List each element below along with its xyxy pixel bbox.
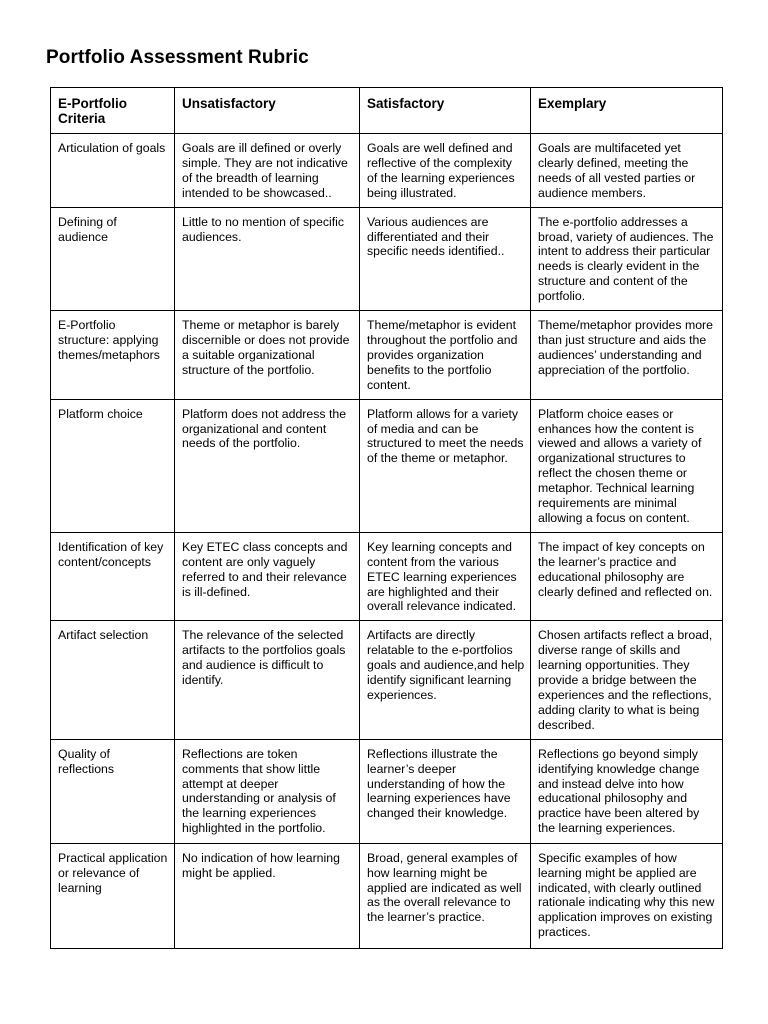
header-satisfactory: Satisfactory bbox=[360, 88, 531, 134]
table-row bbox=[51, 843, 723, 948]
table-row bbox=[51, 207, 723, 310]
header-unsatisfactory: Unsatisfactory bbox=[175, 88, 360, 134]
exemplary-cell: Theme/metaphor provides more than just structure and aids the audiences’ understanding and appreciation of the portfolio. bbox=[531, 311, 723, 400]
satisfactory-cell: Theme/metaphor is evident throughout the portfolio and provides organization benefits to the portfolio content. bbox=[360, 311, 531, 400]
table-row bbox=[51, 739, 723, 843]
exemplary-cell: Specific examples of how learning might be applied are indicated, with clearly outlined rationale indicating why this new application improves on existing practices. bbox=[531, 843, 723, 948]
unsatisfactory-cell: Key ETEC class concepts and content are only vaguely referred to and their relevance is ill-defined. bbox=[175, 532, 360, 621]
satisfactory-cell: Key learning concepts and content from the various ETEC learning experiences are highlighted and their overall relevance indicated. bbox=[360, 532, 531, 621]
exemplary-cell: Chosen artifacts reflect a broad, diverse range of skills and learning opportunities. They provide a bridge between the experiences and the reflections, adding clarity to what is being described. bbox=[531, 621, 723, 739]
criteria-cell: Articulation of goals bbox=[51, 134, 175, 208]
satisfactory-cell: Goals are well defined and reflective of the complexity of the learning experiences being illustrated. bbox=[360, 134, 531, 208]
satisfactory-cell: Broad, general examples of how learning might be applied are indicated as well as the overall relevance to the learner’s practice. bbox=[360, 843, 531, 948]
unsatisfactory-cell: Platform does not address the organizational and content needs of the portfolio. bbox=[175, 399, 360, 532]
table-row bbox=[51, 532, 723, 621]
unsatisfactory-cell: No indication of how learning might be applied. bbox=[175, 843, 360, 948]
criteria-cell: Defining of audience bbox=[51, 207, 175, 310]
criteria-cell: Platform choice bbox=[51, 399, 175, 532]
page-title: Portfolio Assessment Rubric bbox=[46, 47, 309, 68]
unsatisfactory-cell: Theme or metaphor is barely discernible or does not provide a suitable organizational structure of the portfolio. bbox=[175, 311, 360, 400]
unsatisfactory-cell: Little to no mention of specific audiences. bbox=[175, 207, 360, 310]
criteria-cell: Quality of reflections bbox=[51, 739, 175, 843]
exemplary-cell: Reflections go beyond simply identifying knowledge change and instead delve into how educational philosophy and practice have been altered by the learning experiences. bbox=[531, 739, 723, 843]
header-exemplary: Exemplary bbox=[531, 88, 723, 134]
unsatisfactory-cell: The relevance of the selected artifacts to the portfolios goals and audience is difficult to identify. bbox=[175, 621, 360, 739]
table-row bbox=[51, 311, 723, 400]
criteria-cell: E-Portfolio structure: applying themes/metaphors bbox=[51, 311, 175, 400]
exemplary-cell: Platform choice eases or enhances how the content is viewed and allows a variety of organizational structures to reflect the chosen theme or metaphor. Technical learning requirements are minimal allowing a focus on content. bbox=[531, 399, 723, 532]
exemplary-cell: The impact of key concepts on the learner’s practice and educational philosophy are clearly defined and reflected on. bbox=[531, 532, 723, 621]
criteria-cell: Artifact selection bbox=[51, 621, 175, 739]
header-criteria: E-Portfolio Criteria bbox=[51, 88, 175, 134]
satisfactory-cell: Platform allows for a variety of media and can be structured to meet the needs of the theme or metaphor. bbox=[360, 399, 531, 532]
criteria-cell: Identification of key content/concepts bbox=[51, 532, 175, 621]
table-header-row bbox=[51, 88, 723, 134]
exemplary-cell: Goals are multifaceted yet clearly defined, meeting the needs of all vested parties or audience members. bbox=[531, 134, 723, 208]
unsatisfactory-cell: Goals are ill defined or overly simple. They are not indicative of the breadth of learning intended to be showcased.. bbox=[175, 134, 360, 208]
table-row bbox=[51, 621, 723, 739]
table-row bbox=[51, 134, 723, 208]
table-row bbox=[51, 399, 723, 532]
satisfactory-cell: Reflections illustrate the learner’s deeper understanding of how the learning experiences have changed their knowledge. bbox=[360, 739, 531, 843]
criteria-cell: Practical application or relevance of learning bbox=[51, 843, 175, 948]
satisfactory-cell: Artifacts are directly relatable to the e-portfolios goals and audience,and help identify significant learning experiences. bbox=[360, 621, 531, 739]
satisfactory-cell: Various audiences are differentiated and their specific needs identified.. bbox=[360, 207, 531, 310]
rubric-table bbox=[50, 87, 723, 949]
unsatisfactory-cell: Reflections are token comments that show little attempt at deeper understanding or analysis of the learning experiences highlighted in the portfolio. bbox=[175, 739, 360, 843]
exemplary-cell: The e-portfolio addresses a broad, variety of audiences. The intent to address their particular needs is clearly evident in the structure and content of the portfolio. bbox=[531, 207, 723, 310]
